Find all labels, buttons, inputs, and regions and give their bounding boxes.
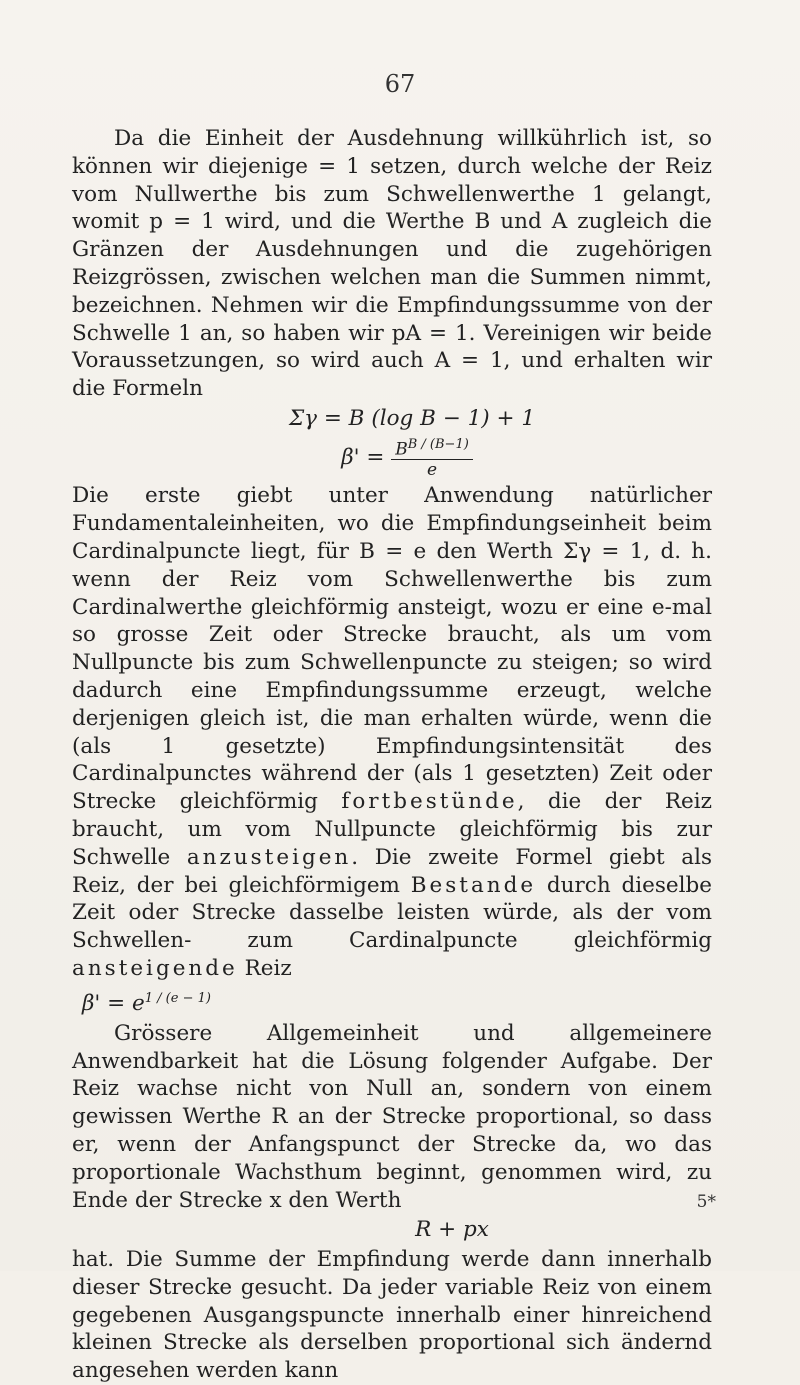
emph-anzusteigen: anzusteigen [186, 844, 352, 870]
formula-sum-gamma: Σγ = B (log B − 1) + 1 [288, 405, 536, 431]
page-body [72, 125, 712, 1385]
paragraph-3: Grössere Allgemeinheit und allgemeinere Anwendbarkeit hat die Lösung folgender Aufgabe. Der Reiz wachse nicht von Null an, sondern von einem gewissen Werthe R an der Strecke proportional, so dass er, wenn der Anfangspunct der Strecke da, wo das proportionale Wachsthum beginnt, genommen wird, zu Ende der Strecke x den Werth [72, 1020, 712, 1213]
formula-beta-prime [72, 435, 712, 481]
emph-fortbestuende: fortbestünde [341, 789, 518, 815]
formula-beta-fraction [391, 435, 473, 481]
paragraph-2-part-e: Reiz [244, 955, 292, 981]
formula-beta-prime-2 [72, 985, 712, 1018]
paragraph-2-part-b: , die der Reiz braucht, um vom Nullpuncte gleichförmig bis zur Schwelle [72, 789, 712, 870]
page-number: 67 [384, 70, 416, 98]
formula-beta-num-exp: B / (B−1) [407, 436, 469, 452]
emph-bestande: Bestande [410, 872, 537, 898]
formula3-lhs: β' = e [82, 990, 145, 1016]
signature-mark: 5* [696, 1192, 716, 1212]
formula-beta-num-base: B [395, 439, 408, 460]
formula-beta-denominator: e [426, 460, 438, 481]
formula-beta-numerator [391, 435, 473, 461]
paragraph-2-part-c: . Die zweite Formel giebt als Reiz, der bei gleichförmigem [72, 844, 712, 898]
paragraph-2-part-d: durch dieselbe Zeit oder Strecke dasselbe leisten würde, als der vom Schwellen- zum Cardinalpuncte gleichförmig [72, 872, 712, 954]
paragraph-2 [72, 482, 712, 982]
formula3-exp: 1 / (e − 1) [144, 990, 211, 1006]
paragraph-2-part-a: Die erste giebt unter Anwendung natürlicher Fundamentaleinheiten, wo die Empfindungseinheit beim Cardinalpuncte liegt, für B = e den Werth Σγ = 1, d. h. wenn der Reiz vom Schwellenwerthe bis zum Cardinalwerthe gleichförmig ansteigt, wozu er eine e-mal so grosse Zeit oder Strecke braucht, als um vom Nullpuncte bis zum Schwellenpuncte zu steigen; so wird dadurch eine Empfindungssumme erzeugt, welche derjenigen gleich ist, die man erhalten würde, wenn die (als 1 gesetzte) Empfindungsintensität des Cardinalpunctes während der (als 1 gesetzten) Zeit oder Strecke gleichförmig [72, 483, 712, 815]
formula-r-plus-px: R + px [415, 1217, 489, 1243]
emph-ansteigende: ansteigende [72, 955, 238, 981]
paragraph-4: hat. Die Summe der Empfindung werde dann innerhalb dieser Strecke gesucht. Da jeder variable Reiz von einem gegebenen Ausgangspuncte innerhalb einer hinreichend kleinen Strecke als derselben proportional sich ändernd angesehen werden kann [72, 1247, 712, 1384]
formula-beta-lhs: β' = [341, 444, 385, 470]
paragraph-1: Da die Einheit der Ausdehnung willkührlich ist, so können wir diejenige = 1 setzen, durch welche der Reiz vom Nullwerthe bis zum Schwellenwerthe 1 gelangt, womit p = 1 wird, und die Werthe B und A zugleich die Gränzen der Ausdehnungen und die zugehörigen Reizgrössen, zwischen welchen man die Summen nimmt, bezeichnen. Nehmen wir die Empfindungssumme von der Schwelle 1 an, so haben wir pA = 1. Vereinigen wir beide Voraussetzungen, so wird auch A = 1, und erhalten wir die Formeln [72, 126, 712, 402]
